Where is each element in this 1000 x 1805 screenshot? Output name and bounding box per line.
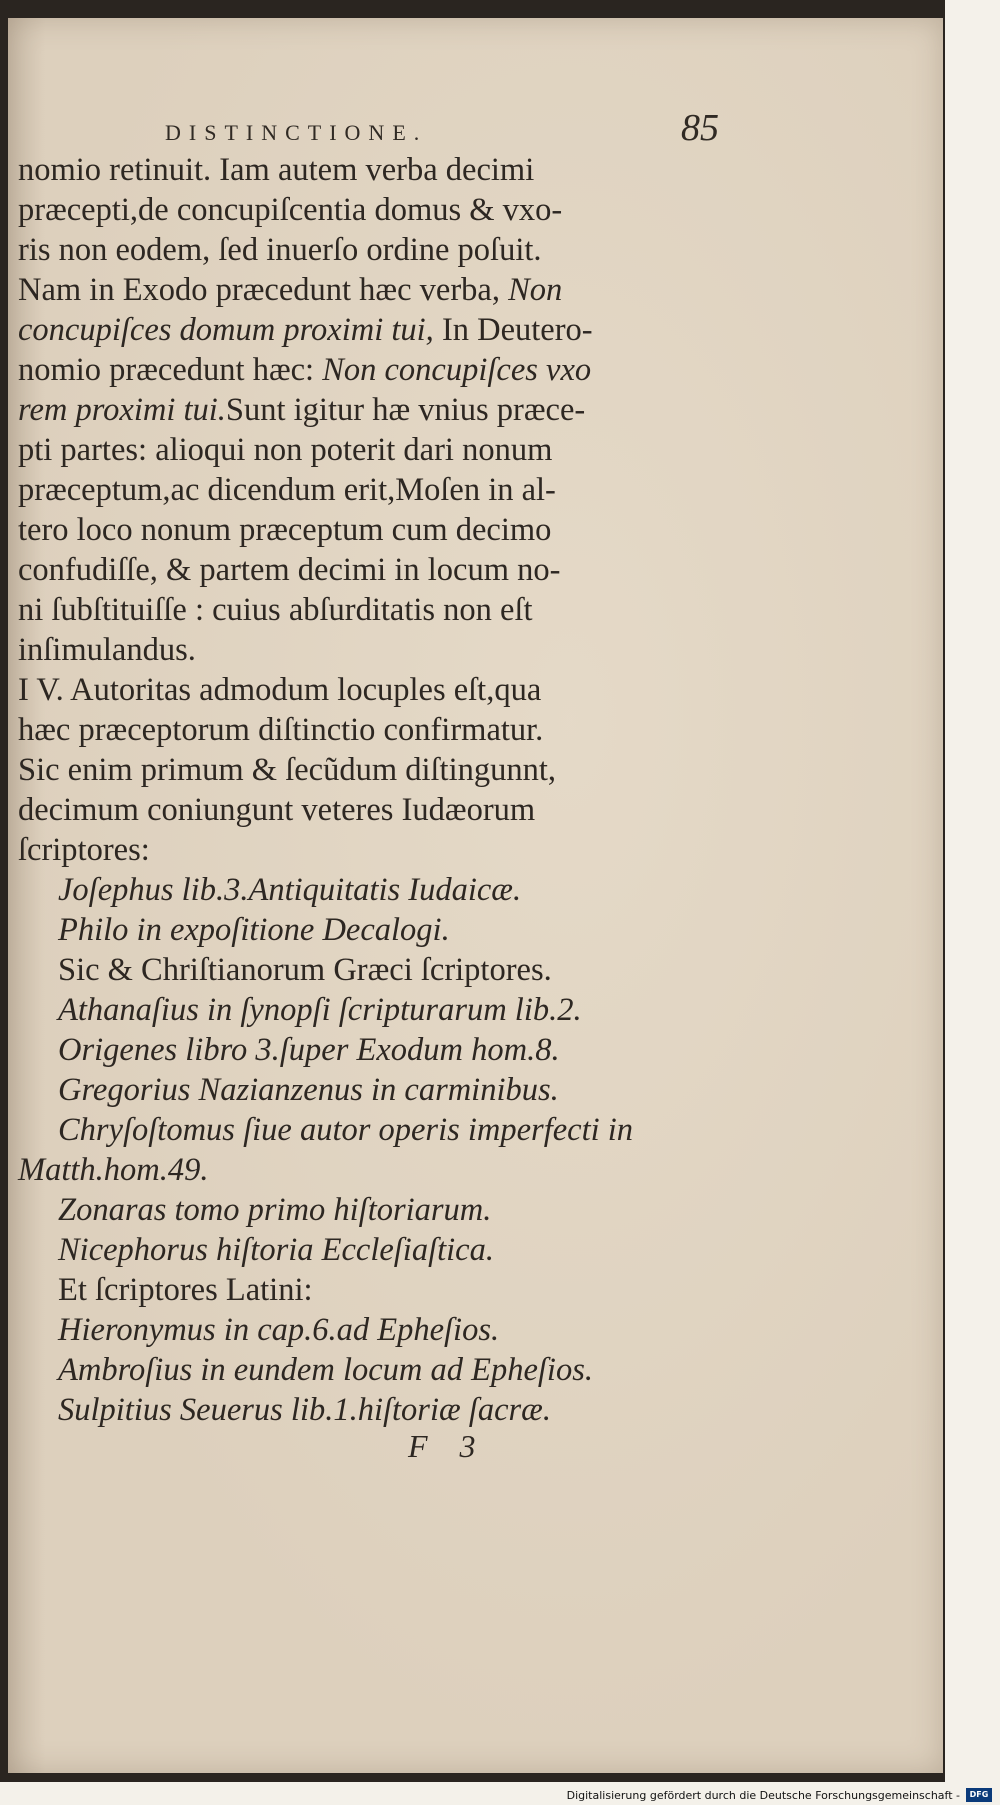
book-page bbox=[8, 18, 943, 1773]
text-line: inſimulandus. bbox=[18, 632, 196, 668]
text-segment: Non bbox=[508, 272, 563, 308]
text-line: Sic enim primum & ſecũdum diſtingunnt, bbox=[18, 752, 557, 788]
text-segment: Non concupiſces vxo bbox=[322, 352, 592, 388]
text-line: Philo in expoſitione Decalogi. bbox=[58, 912, 450, 948]
page-header bbox=[165, 106, 725, 150]
text-line: pti partes: alioqui non poterit dari nonum bbox=[18, 432, 553, 468]
text-segment: In Deutero- bbox=[433, 312, 593, 348]
text-line: Et ſcriptores Latini: bbox=[58, 1272, 313, 1308]
text-line bbox=[18, 270, 562, 310]
text-line bbox=[18, 390, 585, 430]
text-segment: Sunt igitur hæ vnius præce- bbox=[225, 392, 586, 428]
text-line: ſcriptores: bbox=[18, 832, 150, 868]
text-line: præceptum,ac dicendum erit,Moſen in al- bbox=[18, 472, 556, 508]
text-line: decimum coniungunt veteres Iudæorum bbox=[18, 792, 536, 828]
text-line: præcepti,de concupiſcentia domus & vxo- bbox=[18, 192, 563, 228]
text-line: tero loco nonum præceptum cum decimo bbox=[18, 512, 552, 548]
text-line: ris non eodem, ſed inuerſo ordine poſuit. bbox=[18, 232, 542, 268]
text-line: Sic & Chriſtianorum Græci ſcriptores. bbox=[58, 952, 552, 988]
text-line: Joſephus lib.3.Antiquitatis Iudaicæ. bbox=[58, 872, 522, 908]
text-line: Matth.hom.49. bbox=[18, 1152, 209, 1188]
text-segment: Nam in Exodo præcedunt hæc verba, bbox=[18, 272, 509, 308]
text-line: Gregorius Nazianzenus in carminibus. bbox=[58, 1072, 559, 1108]
text-segment: rem proximi tui. bbox=[18, 392, 226, 428]
text-line: Chryſoſtomus ſiue autor operis imperfecti in bbox=[58, 1112, 634, 1148]
text-line: Hieronymus in cap.6.ad Epheſios. bbox=[58, 1312, 500, 1348]
footer-credit: Digitalisierung gefördert durch die Deutsche Forschungsgemeinschaft - bbox=[566, 1788, 960, 1802]
text-segment: nomio præcedunt hæc: bbox=[18, 352, 323, 388]
text-line: nomio retinuit. Iam autem verba decimi bbox=[18, 152, 535, 188]
page-number: 85 bbox=[681, 107, 719, 149]
digitization-footer bbox=[567, 1787, 992, 1803]
text-line: Ambroſius in eundem locum ad Epheſios. bbox=[58, 1352, 593, 1388]
signature-mark: F 3 bbox=[408, 1428, 476, 1464]
text-line: Athanaſius in ſynopſi ſcripturarum lib.2. bbox=[58, 992, 582, 1028]
running-head: DISTINCTIONE. bbox=[165, 120, 428, 145]
text-line: ni ſubſtituiſſe : cuius abſurditatis non eſt bbox=[18, 592, 533, 628]
text-line: Origenes libro 3.ſuper Exodum hom.8. bbox=[58, 1032, 560, 1068]
dfg-logo-icon: DFG bbox=[966, 1788, 992, 1802]
text-line bbox=[18, 310, 593, 350]
text-line: Zonaras tomo primo hiſtoriarum. bbox=[58, 1192, 492, 1228]
text-line bbox=[18, 350, 591, 390]
text-line: Nicephorus hiſtoria Eccleſiaſtica. bbox=[58, 1232, 494, 1268]
text-line: confudiſſe, & partem decimi in locum no- bbox=[18, 552, 561, 588]
text-segment: concupiſces domum proximi tui, bbox=[18, 312, 434, 348]
text-line: I V. Autoritas admodum locuples eſt,qua bbox=[18, 672, 542, 708]
text-line: hæc præceptorum diſtinctio confirmatur. bbox=[18, 712, 544, 748]
text-line: Sulpitius Seuerus lib.1.hiſtoriæ ſacræ. bbox=[58, 1392, 551, 1428]
